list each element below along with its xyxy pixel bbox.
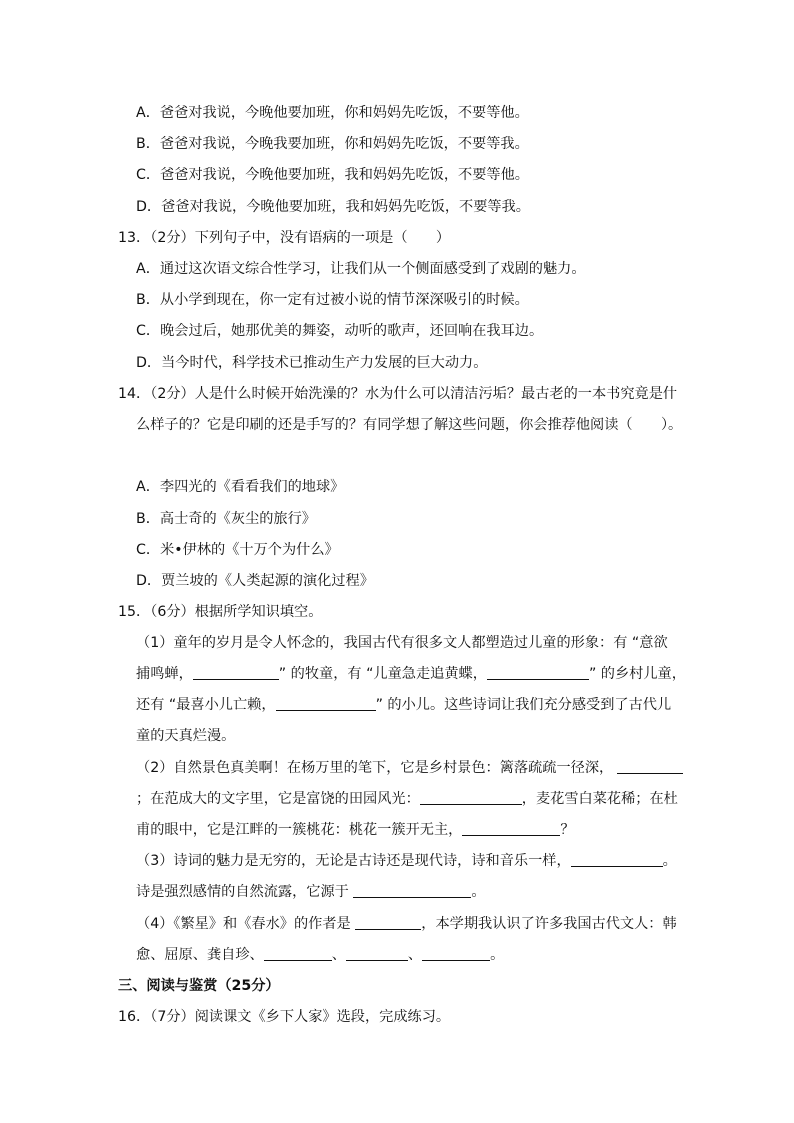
fill-blank-12[interactable] (422, 946, 490, 961)
fill-blank-8[interactable] (353, 883, 471, 898)
fill-blank-7[interactable] (571, 852, 663, 867)
q14-stem-line1: 14．（2分）人是什么时候开始洗澡的？水为什么可以清洁污垢？最古老的一本书究竟是什 (118, 386, 678, 402)
q15-p4-line1 (136, 915, 677, 933)
q15-p2-text-e: ？ (560, 822, 575, 838)
q15-p2-text-c: ，麦花雪白菜花稀；在杜 (521, 791, 678, 807)
q15-p2-line2 (136, 790, 678, 808)
q15-p1-text-b: ” 的牧童，有 “儿童急走追黄蝶， (278, 666, 487, 682)
q15-p4-text-c: 愈、屈原、龚自珍、 (136, 947, 264, 963)
q15-stem: 15．（6分）根据所学知识填空。 (118, 604, 323, 620)
q14-option-c: C．米•伊林的《十万个为什么》 (136, 542, 339, 558)
q15-p4-text-b: ，本学期我认识了许多我国古代文人：韩 (421, 916, 677, 932)
fill-blank-1[interactable] (193, 665, 279, 680)
q12-option-c: C．爸爸对我说，今晚他要加班，我和妈妈先吃饭，不要等他。 (136, 167, 529, 183)
fill-blank-6[interactable] (462, 821, 560, 836)
q15-p1-line1: （1）童年的岁月是令人怀念的，我国古代有很多文人都塑造过儿童的形象：有 “意欲 (136, 635, 668, 651)
q15-p3-text-c: 诗是强烈感情的自然流露，它源于 (136, 884, 354, 900)
fill-blank-4[interactable] (617, 759, 683, 774)
q15-p2-line1 (136, 759, 683, 777)
q13-option-d: D．当今时代，科学技术已推动生产力发展的巨大动力。 (136, 355, 488, 371)
q15-p2-text-b: ；在范成大的文字里，它是富饶的田园风光： (136, 791, 420, 807)
q15-p1-text-c: ” 的乡村儿童， (588, 666, 686, 682)
q15-p3-line1 (136, 852, 677, 870)
q13-option-a: A．通过这次语文综合性学习，让我们从一个侧面感受到了戏剧的魅力。 (136, 261, 586, 277)
q15-p4-text-a: （4）《繁星》和《春水》的作者是 (136, 916, 356, 932)
q15-p4-sep-2: 、 (407, 947, 423, 963)
fill-blank-3[interactable] (276, 696, 376, 711)
fill-blank-5[interactable] (420, 790, 522, 805)
q15-p3-line2 (136, 883, 486, 901)
section-3-heading: 三、阅读与鉴赏（25分） (118, 978, 280, 994)
q13-option-c: C．晚会过后，她那优美的舞姿，动听的歌声，还回响在我耳边。 (136, 323, 544, 339)
q15-p1-line4: 童的天真烂漫。 (136, 728, 236, 744)
q14-option-d: D．贾兰坡的《人类起源的演化过程》 (136, 573, 374, 589)
q14-stem-line2: 么样子的？它是印刷的还是手写的？有同学想了解这些问题，你会推荐他阅读（ ）。 (136, 417, 683, 433)
q15-p1-text-d: 还有 “最喜小儿亡赖， (136, 697, 276, 713)
q15-p3-text-d: 。 (471, 884, 486, 900)
q15-p2-text-d: 甫的眼中，它是江畔的一簇桃花：桃花一簇开无主， (136, 822, 463, 838)
q15-p1-line2 (136, 665, 686, 683)
q13-option-b: B．从小学到现在，你一定有过被小说的情节深深吸引的时候。 (136, 292, 529, 308)
q16-stem: 16．（7分）阅读课文《乡下人家》选段，完成练习。 (118, 1009, 451, 1025)
fill-blank-9[interactable] (355, 915, 421, 930)
q13-stem: 13．（2分）下列句子中，没有语病的一项是（ ） (118, 230, 451, 246)
q15-p2-text-a: （2）自然景色真美啊！在杨万里的笔下，它是乡村景色：篱落疏疏一径深， (136, 760, 614, 776)
q15-p4-sep-1: 、 (331, 947, 346, 963)
q14-option-b: B．高士奇的《灰尘的旅行》 (136, 511, 316, 527)
q15-p4-text-d: 。 (490, 947, 505, 963)
q15-p4-line2 (136, 946, 504, 964)
fill-blank-2[interactable] (487, 665, 589, 680)
fill-blank-11[interactable] (346, 946, 408, 961)
q15-p3-text-b: 。 (662, 853, 677, 869)
q15-p1-line3 (136, 696, 671, 714)
q12-option-d: D．爸爸对我说，今晚他要加班，我和妈妈先吃饭，不要等我。 (136, 199, 530, 215)
q15-p1-text-a: 捕鸣蝉， (136, 666, 193, 682)
fill-blank-10[interactable] (264, 946, 332, 961)
q12-option-a: A．爸爸对我说，今晚他要加班，你和妈妈先吃饭，不要等他。 (136, 105, 529, 121)
q15-p2-line3 (136, 821, 575, 839)
q15-p1-text-e: ” 的小儿。这些诗词让我们充分感受到了古代儿 (375, 697, 672, 713)
q14-option-a: A．李四光的《看看我们的地球》 (136, 479, 345, 495)
q12-option-b: B．爸爸对我说，今晚我要加班，你和妈妈先吃饭，不要等我。 (136, 136, 529, 152)
q15-p3-text-a: （3）诗词的魅力是无穷的，无论是古诗还是现代诗，诗和音乐一样， (136, 853, 571, 869)
